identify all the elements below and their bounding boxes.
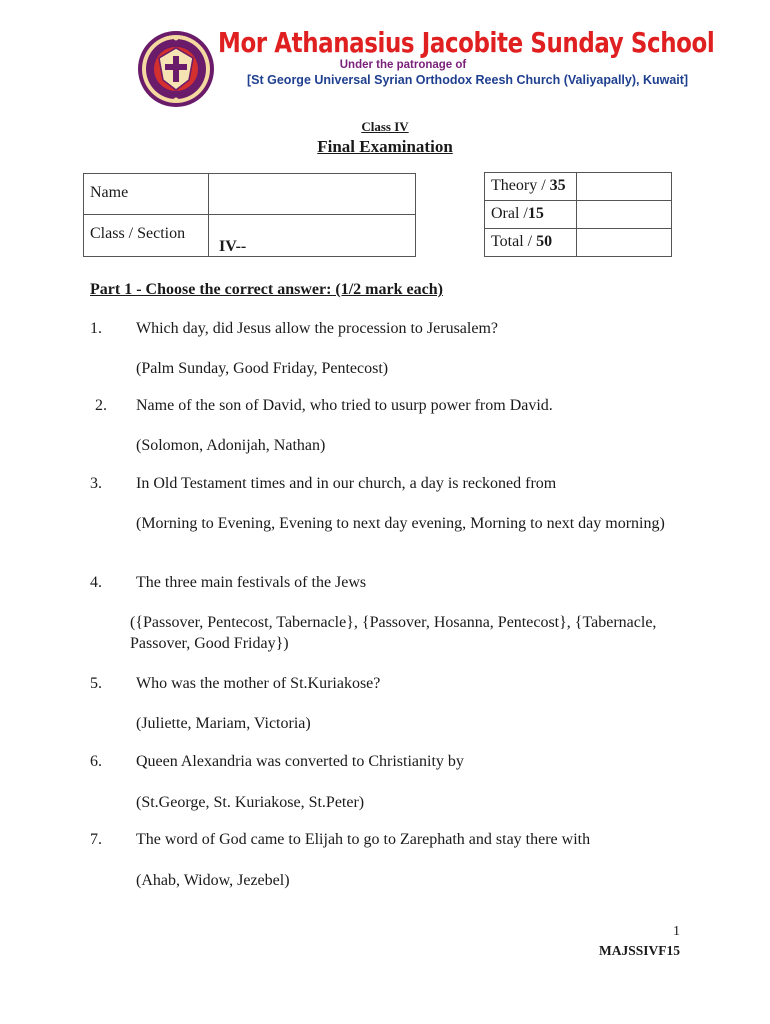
- question-text: Queen Alexandria was converted to Christianity by: [136, 753, 464, 770]
- question-text: Name of the son of David, who tried to usurp power from David.: [136, 397, 553, 414]
- question-number: 3.: [90, 475, 102, 492]
- exam-title: Final Examination: [317, 137, 453, 156]
- question-text: In Old Testament times and in our church, a day is reckoned from: [136, 475, 557, 492]
- marks-table: [484, 172, 672, 257]
- theory-marks-field[interactable]: [577, 173, 672, 201]
- total-marks-field[interactable]: [577, 229, 672, 257]
- class-section-label: Class / Section: [84, 215, 209, 257]
- total-marks-label: Total / 50: [485, 229, 577, 257]
- question-number: 7.: [90, 831, 102, 848]
- oral-marks-label: Oral /15: [485, 201, 577, 229]
- school-name: Mor Athanasius Jacobite Sunday School: [218, 26, 715, 59]
- student-info-table: [83, 173, 416, 257]
- question-number: 1.: [90, 320, 102, 337]
- question-text: Which day, did Jesus allow the procession to Jerusalem?: [136, 320, 498, 337]
- question-text: The word of God came to Elijah to go to Zarephath and stay there with: [136, 831, 591, 848]
- question-options: (Juliette, Mariam, Victoria): [136, 715, 311, 732]
- church-name: [St George Universal Syrian Orthodox Reesh Church (Valiyapally), Kuwait]: [247, 73, 689, 87]
- class-section-field[interactable]: IV--: [209, 215, 416, 257]
- name-field[interactable]: [209, 174, 416, 215]
- question-text: Who was the mother of St.Kuriakose?: [136, 675, 381, 692]
- question-options: (St.George, St. Kuriakose, St.Peter): [136, 794, 365, 811]
- question-number: 4.: [90, 574, 102, 591]
- class-line: Class IV: [361, 119, 409, 134]
- question-options: (Ahab, Widow, Jezebel): [136, 872, 290, 889]
- patronage-text: Under the patronage of: [339, 59, 467, 71]
- theory-marks-label: Theory / 35: [485, 173, 577, 201]
- question-number: 2.: [95, 397, 107, 414]
- part1-heading: Part 1 - Choose the correct answer: (1/2 mark each): [90, 281, 443, 298]
- document-code: MAJSSIVF15: [598, 943, 680, 958]
- name-label: Name: [84, 174, 209, 215]
- oral-marks-field[interactable]: [577, 201, 672, 229]
- question-number: 6.: [90, 753, 102, 770]
- question-number: 5.: [90, 675, 102, 692]
- question-options: (Morning to Evening, Evening to next day evening, Morning to next day morning): [136, 515, 665, 532]
- page-number: 1: [673, 924, 680, 939]
- question-options: (Palm Sunday, Good Friday, Pentecost): [136, 360, 389, 377]
- question-text: The three main festivals of the Jews: [136, 574, 367, 591]
- question-options: ({Passover, Pentecost, Tabernacle}, {Passover, Hosanna, Pentecost}, {Tabernacle, Passover, Good Friday}): [130, 614, 657, 652]
- question-options: (Solomon, Adonijah, Nathan): [136, 437, 326, 454]
